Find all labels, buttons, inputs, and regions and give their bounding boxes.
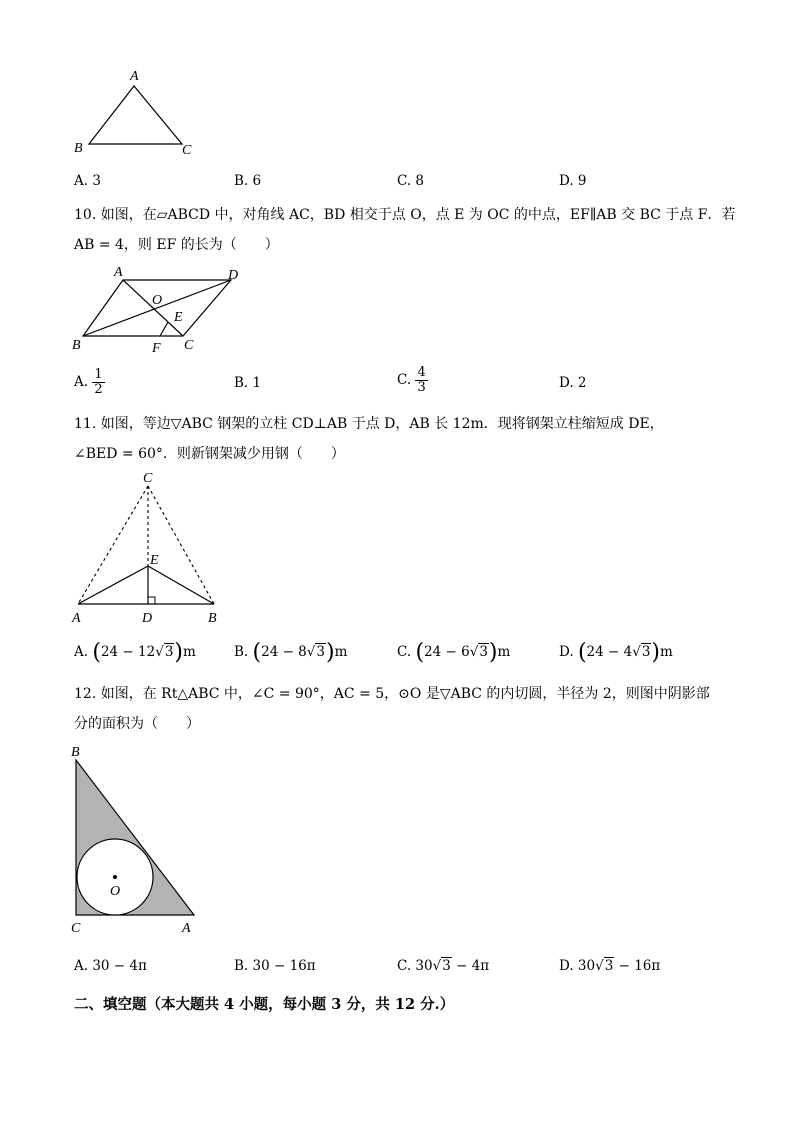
q10-label-b: B [72,338,81,353]
q12-option-a[interactable]: A. 30 − 4π [74,958,147,974]
q12-stem-line2: 分的面积为（ ） [74,716,200,732]
q11-label-d: D [142,611,153,626]
q11-option-a-unit: m [183,644,196,660]
q12-stem-line1: 12. 如图，在 Rt△ABC 中，∠C = 90°，AC = 5，⊙O 是▽ABC 的内切圆，半径为 2，则图中阴影部 [74,686,710,702]
q12-option-c[interactable]: C. 30√3 − 4π [397,958,490,974]
q11-option-a-prefix: A. [74,644,89,660]
q12-option-c-radicand: 3 [442,958,451,974]
q10-option-b[interactable]: B. 1 [234,375,262,391]
q9-triangle-figure [70,66,210,161]
q9-label-c: C [182,143,192,158]
q10-option-a-prefix: A. [74,374,89,390]
q11-option-d-unit: m [660,644,673,660]
q12-incircle-figure [66,740,206,940]
q11-label-b: B [208,611,217,626]
q12-option-d-radicand: 3 [604,958,614,974]
q12-label-o: O [110,884,121,899]
q11-option-b-unit: m [334,644,348,660]
q11-option-c-unit: m [497,644,511,660]
q10-option-c[interactable] [397,366,428,395]
q9-option-c[interactable]: C. 8 [397,173,425,189]
q10-option-c-fraction [415,366,427,395]
q11-option-a-radicand: 3 [164,644,174,660]
q11-option-c[interactable]: C. (24 − 6√3)m [397,640,511,665]
q11-option-b-prefix: B. [234,644,249,660]
q11-label-c: C [143,471,153,486]
q11-option-d[interactable]: D. (24 − 4√3)m [559,640,673,665]
q11-option-a-expr: 24 − 12 [100,644,156,660]
q9-option-b[interactable]: B. 6 [234,173,262,189]
q11-option-d-radicand: 3 [641,644,651,660]
q10-label-o: O [152,293,163,308]
q10-option-a-fraction [92,368,104,397]
q11-option-c-prefix: C. [397,644,412,660]
q11-label-e: E [150,553,159,568]
q10-label-e: E [174,310,183,325]
q12-label-a: A [182,921,191,936]
q11-label-a: A [72,611,81,626]
q10-label-d: D [228,268,239,283]
q10-label-a: A [114,265,123,280]
q10-option-d[interactable]: D. 2 [559,375,587,391]
q9-label-a: A [130,69,139,84]
q12-option-d[interactable]: D. 30√3 − 16π [559,958,661,974]
q11-option-b-expr: 24 − 8 [261,644,307,660]
q10-stem-line1: 10. 如图，在▱ABCD 中，对角线 AC，BD 相交于点 O，点 E 为 OC 的中点，EF∥AB 交 BC 于点 F．若 [74,207,736,223]
q12-label-c: C [71,921,81,936]
q10-option-c-numerator: 4 [417,365,426,380]
q10-option-a[interactable] [74,368,105,397]
q12-option-c-tail: − 4π [451,958,490,974]
q9-option-a[interactable]: A. 3 [74,173,101,189]
q12-option-c-prefix: C. 30 [397,958,433,974]
q11-option-d-expr: 24 − 4 [586,644,633,660]
q11-stem-line2: ∠BED = 60°．则新钢架减少用钢（ ） [74,446,345,462]
q10-stem-line2: AB = 4，则 EF 的长为（ ） [74,237,279,253]
q11-option-b-radicand: 3 [316,644,325,660]
q11-option-d-prefix: D. [559,644,574,660]
q10-label-f: F [152,341,161,356]
q10-label-c: C [184,338,194,353]
q12-option-d-prefix: D. 30 [559,958,596,974]
q12-option-b[interactable]: B. 30 − 16π [234,958,316,974]
q12-label-b: B [71,745,80,760]
q11-triangle-figure [68,466,238,628]
q11-option-a[interactable]: A. (24 − 12√3)m [74,640,196,665]
q10-option-a-numerator: 1 [94,367,103,382]
q11-option-c-radicand: 3 [479,644,488,660]
q10-option-a-denominator: 2 [94,382,103,397]
q11-option-c-expr: 24 − 6 [424,644,470,660]
q10-parallelogram-figure [68,262,258,357]
section-heading-fill-in: 二、填空题（本大题共 4 小题，每小题 3 分，共 12 分.） [74,996,455,1013]
q12-option-d-tail: − 16π [614,958,661,974]
q9-option-d[interactable]: D. 9 [559,173,587,189]
q10-option-c-denominator: 3 [417,380,426,395]
q11-option-b[interactable]: B. (24 − 8√3)m [234,640,348,665]
q10-option-c-prefix: C. [397,372,412,388]
q9-label-b: B [74,141,83,156]
q11-stem-line1: 11. 如图，等边▽ABC 钢架的立柱 CD⊥AB 于点 D，AB 长 12m．现将钢架立柱缩短成 DE， [74,416,664,432]
